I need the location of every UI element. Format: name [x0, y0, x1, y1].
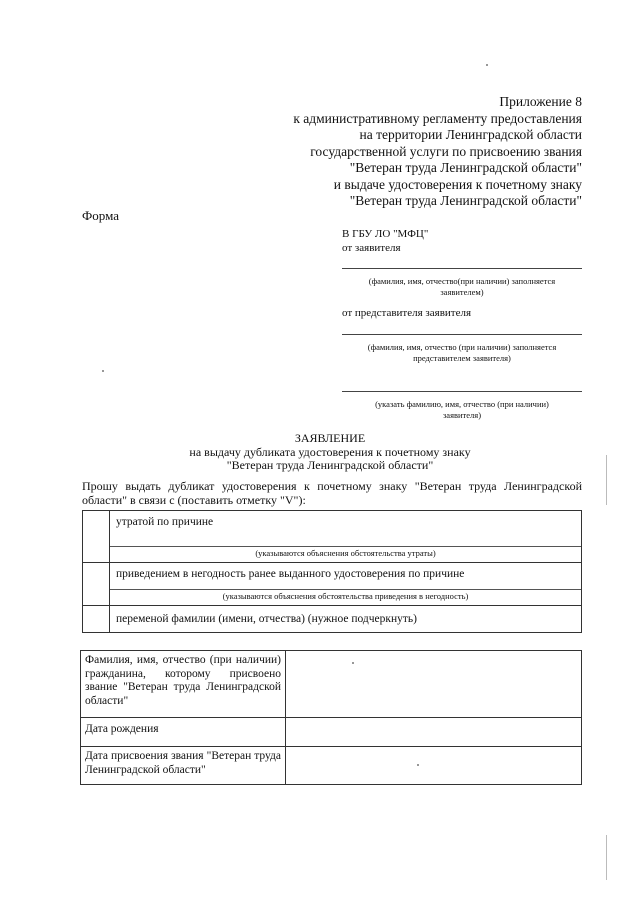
appendix-line: на территории Ленинградской области: [359, 127, 582, 142]
hint-line: заявителем): [440, 287, 484, 297]
reason-row: [83, 606, 582, 633]
info-label: Дата присвоения звания "Ветеран труда Ленинградской области": [81, 747, 286, 785]
addressee-to: В ГБУ ЛО "МФЦ": [342, 228, 429, 240]
reason-label: переменой фамилии (имени, отчества) (нужное подчеркнуть): [116, 613, 417, 625]
info-label: Дата рождения: [81, 718, 286, 747]
reason-checkbox[interactable]: [83, 606, 110, 633]
representative-name-field[interactable]: [342, 334, 582, 335]
request-text: Прошу выдать дубликат удостоверения к почетному знаку "Ветеран труда Ленинградской области" в связи с (поставить отметку "V"):: [82, 479, 582, 507]
hint-line: (указать фамилию, имя, отчество (при наличии): [375, 399, 549, 409]
info-value[interactable]: [286, 718, 582, 747]
hint-line: заявителя): [442, 410, 482, 420]
scan-speck: [417, 764, 419, 766]
scan-speck: [102, 370, 104, 372]
statement-title-block: [160, 432, 500, 473]
appendix-line: и выдаче удостоверения к почетному знаку: [333, 176, 582, 192]
hint-line: (фамилия, имя, отчество (при наличии) заполняется: [367, 342, 557, 352]
info-row: [81, 651, 582, 718]
appendix-line: Приложение 8: [499, 94, 582, 109]
applicant-fio-hint: [342, 399, 582, 421]
addressee-from: от заявителя: [342, 242, 401, 254]
appendix-line: "Ветеран труда Ленинградской области": [349, 160, 582, 175]
applicant-hint: [342, 276, 582, 298]
representative-hint: [342, 342, 582, 364]
scan-edge-mark: [606, 835, 607, 880]
info-table: [80, 650, 582, 785]
info-row: [81, 747, 582, 785]
reason-hint: (указываются объяснения обстоятельства приведения в негодность): [222, 591, 469, 601]
applicant-name-field[interactable]: [342, 268, 582, 269]
statement-subtitle: на выдачу дубликата удостоверения к почетному знаку: [189, 444, 471, 459]
hint-line: (фамилия, имя, отчество(при наличии) заполняется: [368, 276, 556, 286]
info-label: Фамилия, имя, отчество (при наличии) гражданина, которому присвоено звание "Ветеран труда Ленинградской области": [81, 651, 286, 718]
reasons-table: [82, 510, 582, 633]
statement-subtitle: "Ветеран труда Ленинградской области": [226, 458, 434, 472]
info-value[interactable]: [286, 651, 582, 718]
reason-cell: [110, 606, 582, 633]
statement-title: ЗАЯВЛЕНИЕ: [294, 431, 366, 445]
reason-cell: [110, 563, 582, 606]
appendix-line: государственной услуги по присвоению звания: [310, 143, 582, 159]
appendix-line: к административному регламенту предоставления: [293, 110, 582, 126]
reason-label: приведением в негодность ранее выданного удостоверения по причине: [116, 568, 465, 580]
scan-speck: [486, 64, 488, 66]
reason-checkbox[interactable]: [83, 511, 110, 563]
reason-row: [83, 511, 582, 563]
appendix-line: "Ветеран труда Ленинградской области": [349, 193, 582, 208]
addressee-from-rep: от представителя заявителя: [342, 307, 472, 319]
scan-speck: [352, 662, 354, 664]
hint-line: представителем заявителя): [413, 353, 511, 363]
scan-edge-mark: [606, 455, 607, 505]
info-value[interactable]: [286, 747, 582, 785]
info-row: [81, 718, 582, 747]
applicant-fio-field[interactable]: [342, 391, 582, 392]
reason-cell: [110, 511, 582, 563]
form-label: Форма: [82, 208, 119, 223]
appendix-header: [293, 94, 582, 210]
reason-label: утратой по причине: [116, 516, 214, 528]
reason-checkbox[interactable]: [83, 563, 110, 606]
reason-hint: (указываются объяснения обстоятельства утраты): [255, 548, 436, 558]
reason-row: [83, 563, 582, 606]
